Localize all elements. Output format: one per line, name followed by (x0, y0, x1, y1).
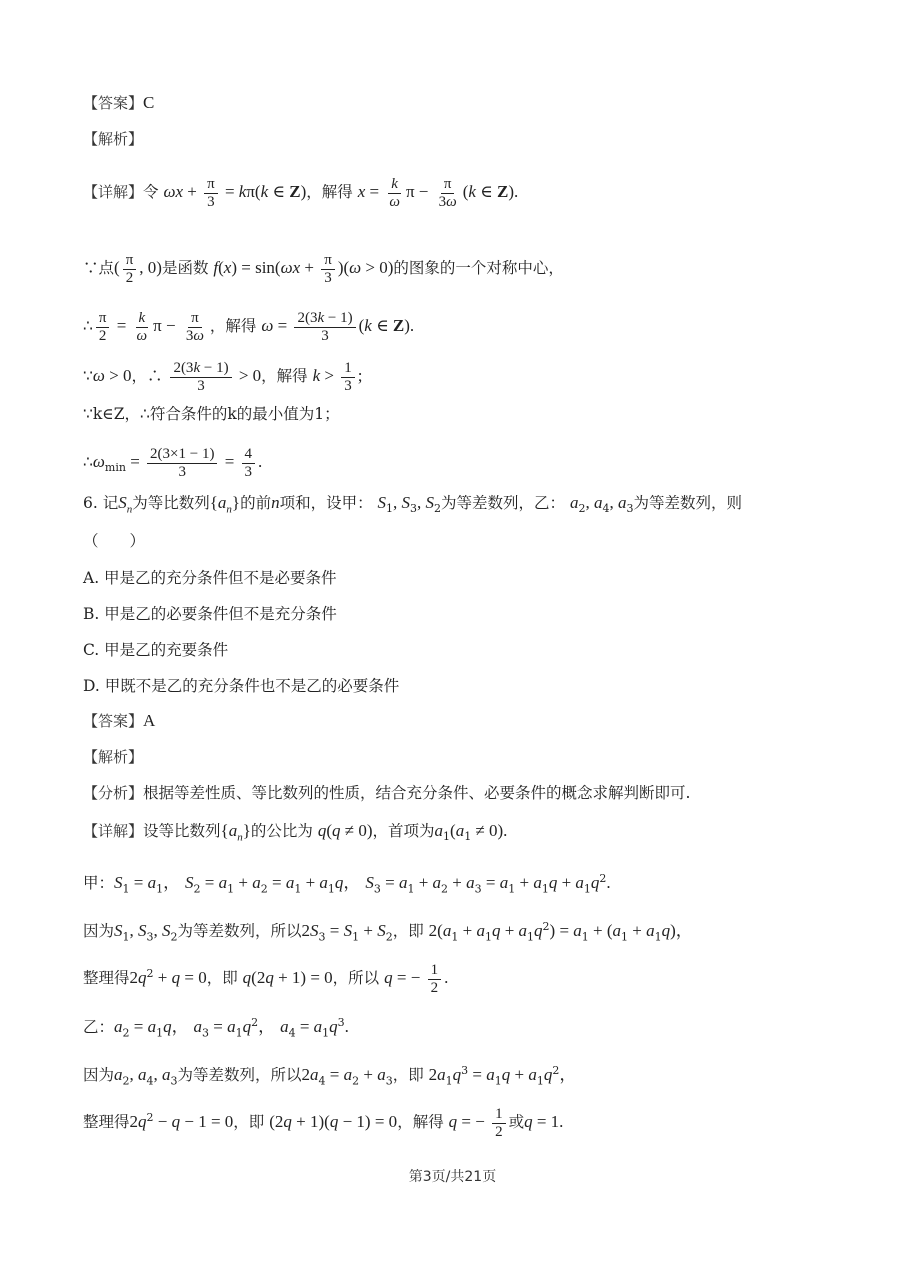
answer-tag: 【答案】 (83, 712, 144, 730)
q6-detail-line1: 【详解】设等比数列$\{a_n\}$的公比为 q(q ≠ 0)，首项为$a_1(a_1 \ne 0)$. (83, 821, 508, 844)
q6-stem: 6. 记$S_n$为等比数列$\{a_n\}$的前n项和，设甲： $S_1$, $S_3$, $S_2$为等差数列，乙： $a_2$, $a_4$, $a_3$为等差数列，则 (83, 493, 743, 516)
q6-because1-line: 因为$S_1$, $S_3$, $S_2$为等差数列，所以$2S_3 = S_1 + S_2$，即 $2(a_1 + a_1q + a_1q^2) = a_1 + (a_1 + a_1q)$， (83, 920, 693, 944)
q6-answer-row (83, 710, 155, 732)
answer-tag: 【答案】 (83, 94, 144, 112)
q5-detail-line6: $\therefore\omega_{min}$ = $\frac{2(3\times 1 - 1)}{3}$ = $\frac{4}{3}$ . (83, 446, 263, 480)
q5-detail-line3: ∴ $\frac{\pi}{2}$ = $\frac{k}{\omega}$ π − $\frac{\pi}{3\omega}$ ，解得 ω = $\frac{2(3k - 1)}{3}$ (k ∈ Z). (83, 310, 415, 344)
q6-jia-line: 甲：$S_1 = a_1$， $S_2 = a_1 + a_2 = a_1 + a_1q$， $S_3 = a_1 + a_2 + a_3 = a_1 + a_1q + a_1q^2$. (83, 872, 611, 896)
q6-paren: （ ） (83, 532, 146, 550)
q6-because2-line: 因为$a_2$, $a_4$, $a_3$为等差数列，所以$2a_4 = a_2 + a_3$，即 $2a_1q^3 = a_1q + a_1q^2$， (83, 1064, 577, 1088)
page-footer: 第3页/共21页 (408, 1169, 497, 1185)
q5-detail-line2: ∵点( $\frac{\pi}{2}$ , 0)是函数 f(x) = sin(ωx + $\frac{\pi}{3}$ )(ω > 0)的图象的一个对称中心， (83, 252, 564, 286)
detail-tag: 【详解】 (83, 183, 144, 201)
q6-tidy1-line: 整理得$2q^2 + q = 0$，即 q(2q + 1) = 0，所以 q = − $\frac{1}{2}$ . (83, 962, 449, 996)
q5-detail-line4: ∵ω > 0，∴ $\frac{2(3k - 1)}{3}$ > 0，解得 k > $\frac{1}{3}$ ; (83, 360, 363, 394)
q6-option-c: C. 甲是乙的充要条件 (83, 641, 229, 659)
analysis-tag: 【解析】 (83, 130, 144, 148)
q6-option-a: A. 甲是乙的充分条件但不是必要条件 (83, 569, 337, 587)
q5-detail-line1: 【详解】令 ωx + $\frac{\pi}{3}$ = kπ(k ∈ Z)，解得 x = $\frac{k}{\omega}$ π − $\frac{\pi}{3\omega}$ (k ∈ Z). (83, 176, 519, 210)
q5-detail-line5: ∵k∈Z，∴符合条件的k的最小值为1； (83, 405, 340, 423)
q6-yi-line: 乙：$a_2 = a_1q$， $a_3 = a_1q^2$， $a_4 = a_1q^3$. (83, 1016, 349, 1040)
q6-option-b: B. 甲是乙的必要条件但不是充分条件 (83, 605, 337, 623)
q5-answer-row (83, 92, 154, 114)
detail-tag: 【详解】 (83, 822, 144, 840)
answer-value: A (143, 711, 156, 730)
q6-option-d: D. 甲既不是乙的充分条件也不是乙的必要条件 (83, 677, 400, 695)
answer-value: C (143, 93, 155, 112)
q6-tidy2-line: 整理得$2q^2 - q - 1 = 0$，即 (2q + 1)(q − 1) = 0，解得 q = − $\frac{1}{2}$ 或q = 1. (83, 1106, 564, 1140)
q6-analysis: 【分析】根据等差性质、等比数列的性质，结合充分条件、必要条件的概念求解判断即可. (83, 784, 691, 802)
analysis-tag: 【解析】 (83, 748, 144, 766)
